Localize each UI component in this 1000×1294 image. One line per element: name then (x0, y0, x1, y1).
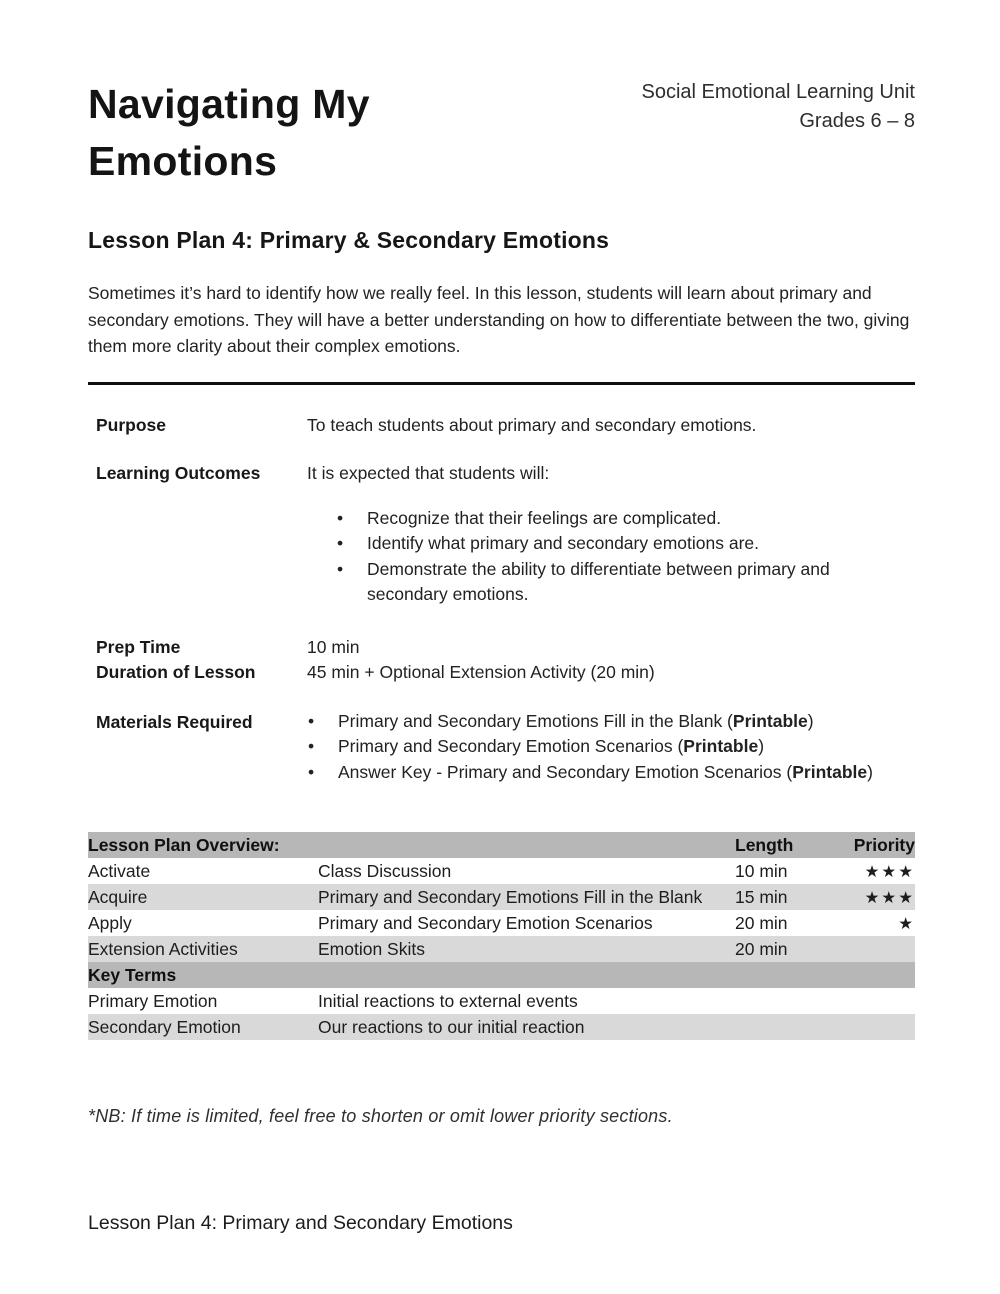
key-term-row (88, 1014, 915, 1040)
duration-label: Duration of Lesson (96, 661, 256, 682)
material-text-suffix: ) (867, 761, 873, 782)
outcome-item: • Recognize that their feelings are complicated. (367, 506, 915, 532)
table-cell-section: Apply (88, 912, 132, 933)
table-cell-section: Extension Activities (88, 938, 238, 959)
page-footer: Lesson Plan 4: Primary and Secondary Emotions (88, 1212, 513, 1234)
materials-list (307, 709, 915, 786)
doc-title-line2: Emotions (88, 138, 278, 184)
table-header-title: Lesson Plan Overview: (88, 834, 280, 855)
doc-title (88, 76, 370, 190)
duration-value: 45 min + Optional Extension Activity (20 min) (307, 661, 655, 682)
key-terms-header: Key Terms (88, 964, 177, 985)
materials-label: Materials Required (96, 711, 253, 732)
table-cell-priority (835, 936, 915, 962)
key-term-name: Secondary Emotion (88, 1016, 241, 1037)
table-cell-activity: Class Discussion (318, 860, 452, 881)
table-cell-length: 15 min (735, 886, 788, 907)
time-block (88, 635, 915, 685)
table-header-row (88, 832, 915, 858)
table-cell-length: 20 min (735, 938, 788, 959)
material-item (307, 734, 915, 760)
material-item (307, 760, 915, 786)
table-cell-length: 20 min (735, 912, 788, 933)
table-cell-section: Activate (88, 860, 151, 881)
doc-title-line1: Navigating My (88, 81, 370, 127)
lesson-heading: Lesson Plan 4: Primary & Secondary Emotions (88, 227, 610, 253)
overview-row (88, 858, 915, 884)
page-header (88, 76, 915, 190)
outcomes-label: Learning Outcomes (96, 462, 261, 483)
priority-stars: ★ (898, 914, 915, 933)
overview-table (88, 832, 915, 1040)
purpose-row (88, 412, 915, 438)
purpose-value: To teach students about primary and secondary emotions. (307, 414, 757, 435)
duration-row (88, 660, 915, 685)
table-header-length: Length (735, 834, 794, 855)
prep-time-row (88, 635, 915, 660)
material-text: Primary and Secondary Emotions Fill in the Blank ( (338, 710, 733, 731)
priority-stars: ★★★ (864, 888, 915, 907)
materials-row (88, 709, 915, 786)
table-header-priority: Priority (853, 834, 915, 855)
material-text-suffix: ) (758, 736, 765, 756)
outcome-item: • Demonstrate the ability to differentiate between primary and secondary emotions. (367, 557, 915, 608)
overview-row (88, 884, 915, 910)
table-cell-length: 10 min (735, 860, 788, 881)
outcomes-list (88, 506, 915, 608)
key-term-row (88, 988, 915, 1014)
divider (88, 382, 915, 385)
table-cell-section: Acquire (88, 886, 148, 907)
prep-time-label: Prep Time (96, 636, 181, 657)
key-terms-header-row (88, 962, 915, 988)
outcome-item: • Identify what primary and secondary emotions are. (367, 531, 915, 557)
priority-stars: ★★★ (864, 862, 915, 881)
unit-grades: Grades 6 – 8 (799, 110, 915, 132)
key-term-definition: Our reactions to our initial reaction (318, 1016, 585, 1037)
material-printable-label: Printable (683, 736, 759, 756)
overview-table-body (88, 858, 915, 1040)
material-printable-label: Printable (732, 710, 808, 731)
unit-name: Social Emotional Learning Unit (641, 81, 915, 103)
table-cell-activity: Emotion Skits (318, 938, 425, 959)
table-cell-priority (835, 858, 915, 884)
material-printable-label: Printable (792, 761, 868, 782)
prep-time-value: 10 min (307, 636, 360, 657)
material-text-suffix: ) (807, 710, 814, 731)
intro-paragraph: Sometimes it’s hard to identify how we really feel. In this lesson, students will learn about primary and secondary emotions. They will have a better understanding on how to differentiate between the two, giving them more clarity about their complex emotions. (88, 283, 910, 356)
table-cell-priority (835, 884, 915, 910)
table-header-spacer (318, 832, 735, 858)
lesson-details (88, 412, 915, 786)
key-term-definition: Initial reactions to external events (318, 990, 578, 1011)
outcomes-row (88, 460, 915, 486)
outcomes-intro: It is expected that students will: (307, 462, 550, 483)
table-cell-activity: Primary and Secondary Emotions Fill in the Blank (318, 886, 703, 907)
purpose-label: Purpose (96, 414, 167, 435)
material-item (307, 709, 915, 735)
table-cell-priority (835, 910, 915, 936)
priority-note: *NB: If time is limited, feel free to shorten or omit lower priority sections. (88, 1106, 673, 1126)
key-term-name: Primary Emotion (88, 990, 218, 1011)
material-text: Primary and Secondary Emotion Scenarios ( (338, 736, 684, 756)
overview-row (88, 936, 915, 962)
overview-row (88, 910, 915, 936)
table-cell-activity: Primary and Secondary Emotion Scenarios (318, 912, 653, 933)
unit-info (642, 78, 916, 136)
material-text: Answer Key - Primary and Secondary Emotion Scenarios ( (338, 761, 793, 782)
